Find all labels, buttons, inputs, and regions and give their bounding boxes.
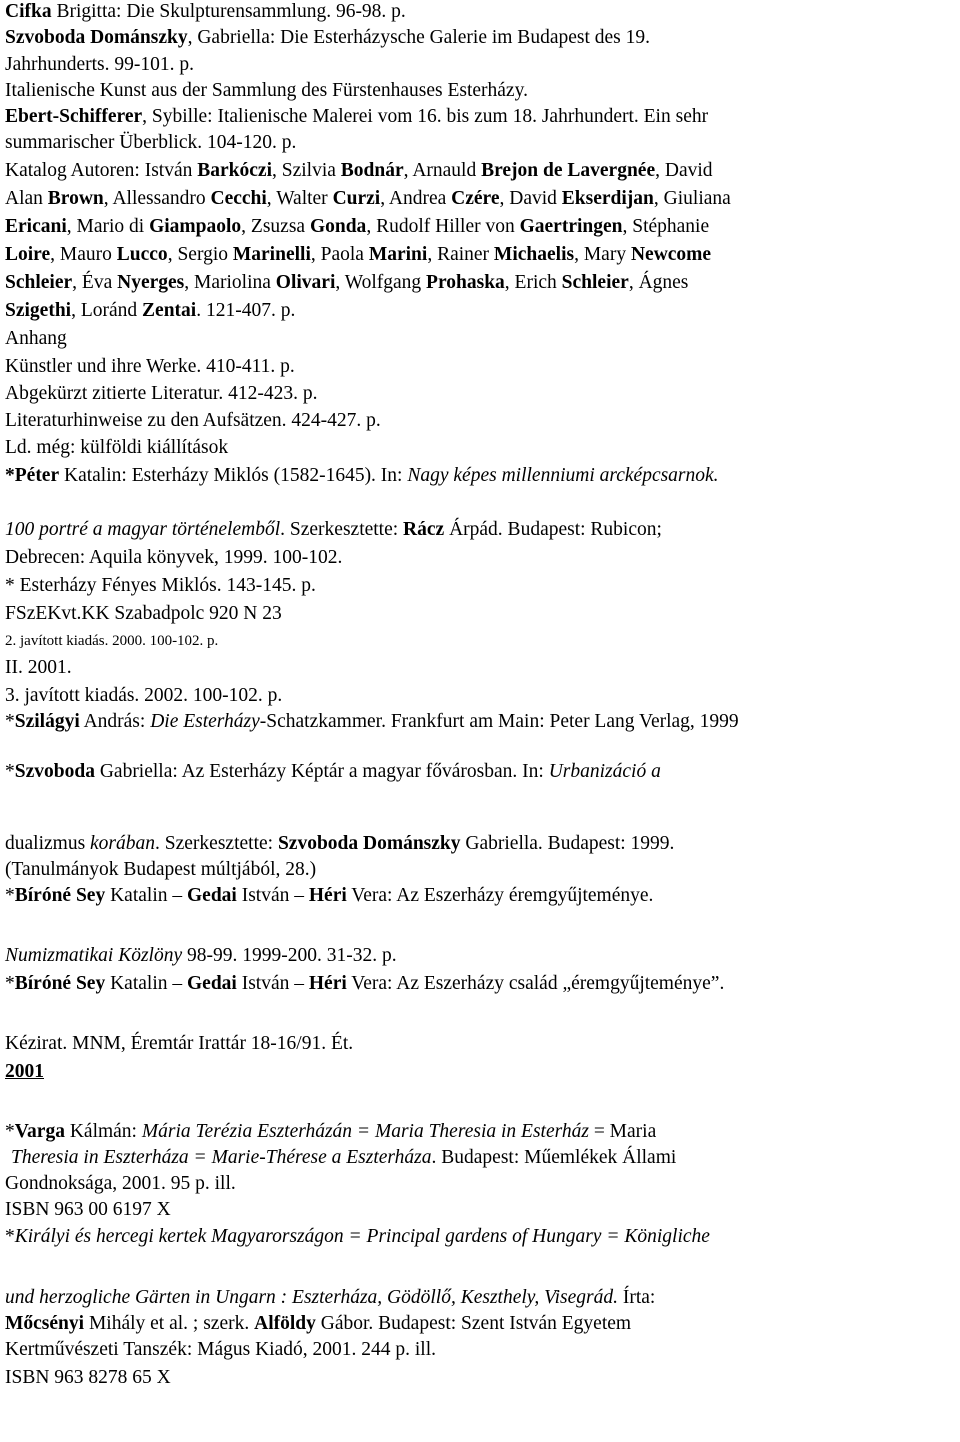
- text-line: [5, 574, 316, 598]
- text-line: [5, 271, 688, 295]
- text-line: [5, 79, 528, 103]
- text-segment: , Zsuzsa: [241, 216, 310, 237]
- text-segment: Debrecen: Aquila könyvek, 1999. 100-102.: [5, 547, 343, 568]
- text-segment: Michaelis: [493, 244, 575, 265]
- text-segment: ISBN 963 8278 65 X: [5, 1367, 171, 1388]
- text-line: [5, 518, 662, 542]
- text-line: [5, 710, 739, 734]
- text-segment: Abgekürzt zitierte Literatur. 412-423. p.: [5, 383, 318, 404]
- text-segment: Jahrhunderts. 99-101. p.: [5, 54, 195, 75]
- text-segment: Rácz: [403, 519, 445, 540]
- text-line: [5, 26, 650, 50]
- text-segment: István –: [236, 973, 309, 994]
- text-line: [5, 355, 295, 379]
- text-segment: Barkóczi: [197, 160, 272, 181]
- text-segment: *: [5, 973, 15, 994]
- text-segment: . Szerkesztette:: [155, 833, 278, 854]
- text-segment: András:: [79, 711, 151, 732]
- text-segment: Czére: [451, 188, 500, 209]
- text-segment: Gedai: [187, 885, 237, 906]
- text-segment: Szigethi: [5, 300, 72, 321]
- text-line: [5, 1060, 44, 1084]
- text-segment: Nagy képes millenniumi arcképcsarnok.: [407, 465, 719, 486]
- text-segment: , Erich: [504, 272, 562, 293]
- text-segment: Cecchi: [210, 188, 267, 209]
- text-segment: Gondnoksága, 2001. 95 p. ill.: [5, 1173, 236, 1194]
- text-segment: Kertművészeti Tanszék: Mágus Kiadó, 2001. 244 p. ill.: [5, 1339, 436, 1360]
- text-segment: Literaturhinweise zu den Aufsätzen. 424-427. p.: [5, 410, 381, 431]
- text-segment: , Giuliana: [653, 188, 731, 209]
- text-segment: -Schatzkammer. Frankfurt am Main: Peter Lang Verlag, 1999: [259, 711, 739, 732]
- text-segment: , Éva: [72, 272, 118, 293]
- text-segment: Gabriella. Budapest: 1999.: [460, 833, 675, 854]
- text-segment: *: [5, 1121, 15, 1142]
- text-segment: , Szilvia: [271, 160, 341, 181]
- text-line: [5, 1225, 710, 1249]
- text-segment: , Ágnes: [628, 272, 689, 293]
- text-line: [5, 1172, 236, 1196]
- text-segment: (Tanulmányok Budapest múltjából, 28.): [5, 859, 317, 880]
- text-segment: , Andrea: [380, 188, 452, 209]
- text-segment: Gaertringen: [519, 216, 623, 237]
- text-segment: Gabriella: Az Esterházy Képtár a magyar fővárosban. In:: [94, 761, 549, 782]
- text-line: [5, 1198, 171, 1222]
- text-segment: Varga: [14, 1121, 65, 1142]
- text-segment: 2. javított kiadás. 2000. 100-102. p.: [5, 633, 219, 649]
- text-segment: Schleier: [5, 272, 73, 293]
- text-segment: *Péter: [5, 465, 60, 486]
- text-segment: Prohaska: [426, 272, 505, 293]
- text-line: [5, 131, 296, 155]
- text-segment: summarischer Überblick. 104-120. p.: [5, 132, 297, 153]
- text-line: [5, 972, 724, 996]
- text-segment: Kézirat. MNM, Éremtár Irattár 18-16/91. Ét.: [5, 1033, 354, 1054]
- text-segment: Die Esterházy: [150, 711, 260, 732]
- text-segment: *: [5, 761, 15, 782]
- text-segment: , Arnauld: [403, 160, 482, 181]
- text-segment: Mária Terézia Eszterházán = Maria Theresia in Esterház: [141, 1121, 589, 1142]
- text-segment: Vera: Az Eszerházy éremgyűjteménye.: [346, 885, 654, 906]
- text-segment: , Wolfgang: [335, 272, 427, 293]
- text-segment: und herzogliche Gärten in Ungarn : Eszterháza, Gödöllő, Keszthely, Visegrád.: [5, 1287, 618, 1308]
- text-line: [5, 632, 218, 650]
- text-segment: Curzi: [332, 188, 381, 209]
- text-segment: *: [5, 1226, 15, 1247]
- text-segment: , Mauro: [50, 244, 117, 265]
- text-line: [11, 1146, 676, 1170]
- text-line: [5, 656, 72, 680]
- text-segment: . Szerkesztette:: [280, 519, 404, 540]
- text-line: [5, 299, 295, 323]
- text-segment: Vera: Az Eszerházy család „éremgyűjteménye”.: [346, 973, 725, 994]
- text-segment: 3. javított kiadás. 2002. 100-102. p.: [5, 685, 283, 706]
- text-segment: Alan: [5, 188, 48, 209]
- text-segment: *: [5, 885, 15, 906]
- text-segment: Urbanizáció a: [548, 761, 661, 782]
- text-segment: Anhang: [5, 328, 67, 349]
- text-segment: Olivari: [275, 272, 336, 293]
- text-segment: Ericani: [5, 216, 67, 237]
- text-line: [5, 1120, 656, 1144]
- text-segment: , Mary: [574, 244, 631, 265]
- text-segment: Zentai: [142, 300, 197, 321]
- text-segment: Brejon de Lavergnée: [481, 160, 656, 181]
- text-segment: FSzEKvt.KK Szabadpolc 920 N 23: [5, 603, 282, 624]
- text-segment: Künstler und ihre Werke. 410-411. p.: [5, 356, 295, 377]
- text-segment: Gábor. Budapest: Szent István Egyetem: [315, 1313, 632, 1334]
- text-segment: Héri: [308, 973, 347, 994]
- text-line: [5, 53, 194, 77]
- text-segment: Nyerges: [117, 272, 185, 293]
- text-segment: Szvoboda Dománszky: [277, 833, 461, 854]
- text-line: [5, 215, 709, 239]
- text-segment: Katalin –: [105, 973, 187, 994]
- text-segment: , Loránd: [71, 300, 143, 321]
- text-segment: Katalin: Esterházy Miklós (1582-1645). In:: [59, 465, 408, 486]
- text-segment: Marini: [368, 244, 428, 265]
- text-line: [5, 159, 713, 183]
- text-segment: , Rudolf Hiller von: [366, 216, 520, 237]
- text-segment: Héri: [308, 885, 347, 906]
- text-segment: Írta:: [617, 1287, 656, 1308]
- text-line: [5, 602, 282, 626]
- text-segment: Katalog Autoren: István: [5, 160, 198, 181]
- text-line: [5, 105, 708, 129]
- text-segment: Bodnár: [340, 160, 404, 181]
- text-segment: , Sybille: Italienische Malerei vom 16. bis zum 18. Jahrhundert. Ein sehr: [142, 106, 709, 127]
- text-line: [5, 884, 653, 908]
- text-line: [5, 409, 381, 433]
- text-segment: 98-99. 1999-200. 31-32. p.: [182, 945, 397, 966]
- text-line: [5, 1366, 171, 1390]
- text-segment: Lucco: [116, 244, 168, 265]
- text-segment: Gonda: [309, 216, 367, 237]
- text-segment: dualizmus: [5, 833, 91, 854]
- text-segment: Katalin –: [105, 885, 187, 906]
- text-segment: ISBN 963 00 6197 X: [5, 1199, 171, 1220]
- text-segment: , Mario di: [66, 216, 150, 237]
- text-segment: Schleier: [561, 272, 629, 293]
- text-segment: Ekserdijan: [561, 188, 654, 209]
- text-line: [5, 382, 317, 406]
- text-segment: , David: [499, 188, 562, 209]
- text-segment: Alföldy: [254, 1313, 316, 1334]
- text-segment: 2001: [5, 1061, 44, 1082]
- text-segment: Brigitta: Die Skulpturensammlung. 96-98. p.: [51, 1, 406, 22]
- text-line: [5, 832, 674, 856]
- text-line: [5, 684, 282, 708]
- text-segment: = Maria: [588, 1121, 657, 1142]
- text-line: [5, 464, 719, 488]
- text-line: [5, 0, 406, 24]
- text-segment: Loire: [5, 244, 51, 265]
- text-segment: , Allessandro: [103, 188, 211, 209]
- text-segment: Brown: [47, 188, 104, 209]
- text-line: [5, 944, 397, 968]
- text-segment: Ebert-Schifferer: [5, 106, 143, 127]
- text-line: [5, 1338, 436, 1362]
- text-segment: Italienische Kunst aus der Sammlung des Fürstenhauses Esterházy.: [5, 80, 528, 101]
- text-line: [5, 1312, 631, 1336]
- text-segment: Gedai: [187, 973, 237, 994]
- text-line: [5, 327, 67, 351]
- text-segment: Mihály et al. ; szerk.: [84, 1313, 255, 1334]
- text-segment: Szilágyi: [14, 711, 80, 732]
- text-segment: korában: [90, 833, 156, 854]
- text-segment: Kálmán:: [64, 1121, 142, 1142]
- text-segment: Mőcsényi: [5, 1313, 85, 1334]
- text-line: [5, 243, 711, 267]
- text-line: [5, 546, 342, 570]
- text-segment: , Sergio: [167, 244, 233, 265]
- text-segment: * Esterházy Fényes Miklós. 143-145. p.: [5, 575, 316, 596]
- text-segment: Theresia in Eszterháza = Marie-Thérese a Eszterháza: [11, 1147, 432, 1168]
- text-segment: Bíróné Sey: [14, 885, 106, 906]
- text-segment: II. 2001.: [5, 657, 72, 678]
- text-segment: . Budapest: Műemlékek Állami: [431, 1147, 677, 1168]
- text-segment: Szvoboda Dománszky: [5, 27, 188, 48]
- text-segment: 100 portré a magyar történelemből: [5, 519, 281, 540]
- text-segment: , Gabriella: Die Esterházysche Galerie im Budapest des 19.: [187, 27, 650, 48]
- text-segment: Numizmatikai Közlöny: [5, 945, 183, 966]
- text-segment: Árpád. Budapest: Rubicon;: [444, 519, 662, 540]
- text-segment: Marinelli: [232, 244, 311, 265]
- text-segment: . 121-407. p.: [196, 300, 296, 321]
- text-segment: , Paola: [310, 244, 369, 265]
- text-segment: *: [5, 711, 15, 732]
- text-segment: Ld. még: külföldi kiállítások: [5, 437, 229, 458]
- text-segment: Bíróné Sey: [14, 973, 106, 994]
- text-segment: Szvoboda: [14, 761, 95, 782]
- text-line: [5, 760, 661, 784]
- text-line: [5, 187, 731, 211]
- text-segment: , Mariolina: [184, 272, 276, 293]
- text-segment: , Stéphanie: [622, 216, 710, 237]
- text-segment: Giampaolo: [149, 216, 242, 237]
- text-line: [5, 1032, 353, 1056]
- text-segment: Királyi és hercegi kertek Magyarországon = Principal gardens of Hungary = Königliche: [14, 1226, 710, 1247]
- text-line: [5, 436, 228, 460]
- text-segment: , Walter: [266, 188, 333, 209]
- text-segment: , Rainer: [427, 244, 494, 265]
- text-line: [5, 858, 316, 882]
- text-line: [5, 1286, 655, 1310]
- text-segment: Cifka: [5, 1, 52, 22]
- text-segment: Newcome: [630, 244, 712, 265]
- text-segment: István –: [236, 885, 309, 906]
- text-segment: , David: [655, 160, 713, 181]
